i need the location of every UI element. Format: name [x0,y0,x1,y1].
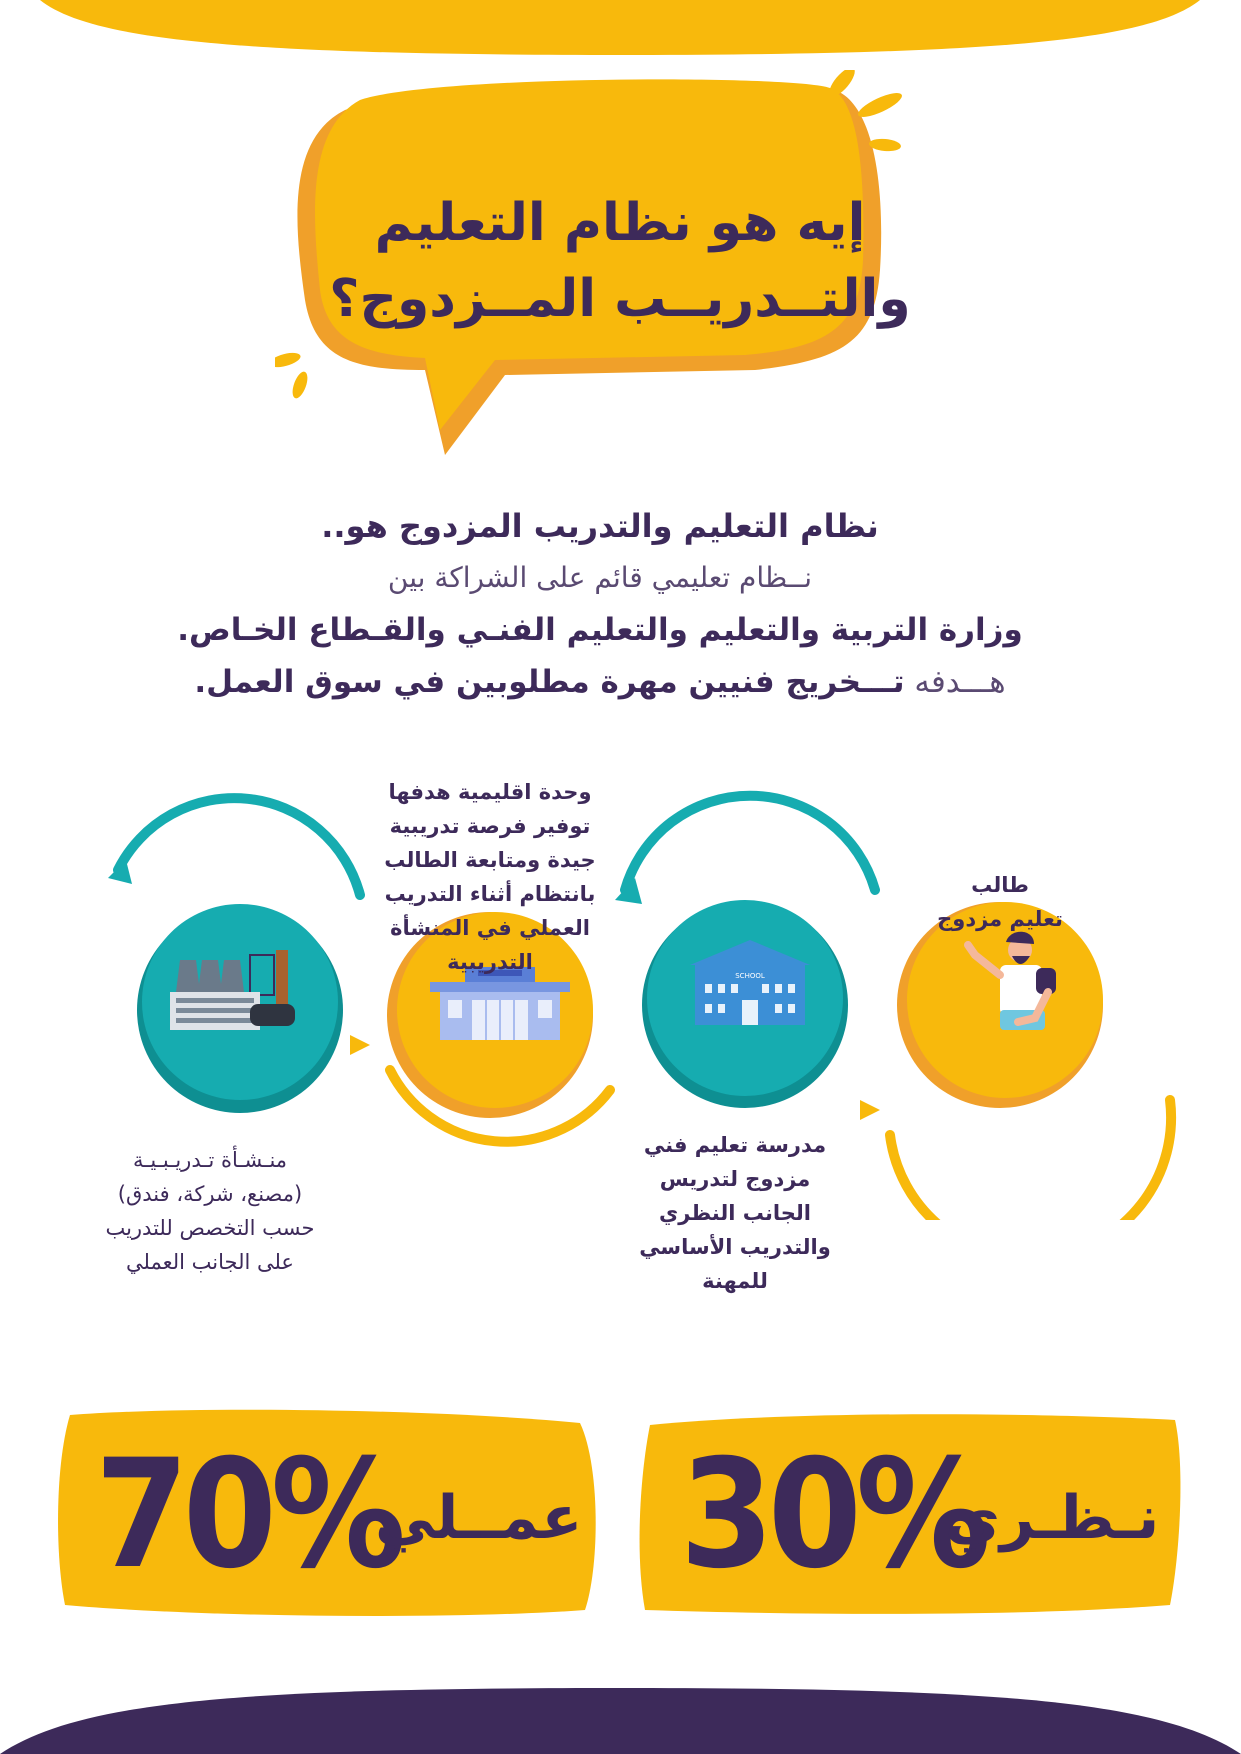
facility-label [60,1143,360,1279]
intro-line-3: وزارة التربية والتعليم والتعليم الفنـي والقـطاع الخـاص. [177,612,1023,648]
student-label-line: تعليم مزدوج [937,907,1063,931]
facility-label-line: على الجانب العملي [126,1250,294,1274]
intro-text [120,500,1080,708]
student-circle [860,902,1171,1220]
goal-text: تـــخريج فنيين مهرة مطلوبين في سوق العمل. [194,664,905,700]
school-label-line: مزدوج لتدريس [659,1167,811,1191]
bottom-purple-band [0,1680,1241,1754]
student-label [900,868,1100,936]
school-label-line: الجانب النظري [659,1201,811,1225]
top-yellow-band [0,0,1241,60]
practical-label: عمــلي [375,1483,583,1553]
title-line-1: إيه هو نظام التعليم [374,193,866,253]
page-title [320,185,920,337]
title-line-2: والتــدريــب المــزدوج؟ [329,269,911,329]
unit-label-line: وحدة اقليمية هدفها [388,780,592,804]
intro-heading: نظام التعليم والتدريب المزدوج هو.. [321,507,879,545]
practical-percent: 70% [95,1428,400,1602]
theory-percent: 30% [680,1428,985,1602]
unit-label-line: توفير فرصة تدريبية [389,814,591,838]
facility-label-line: (مصنع، شركة، فندق) [117,1182,303,1206]
facility-label-line: حسب التخصص للتدريب [105,1216,315,1240]
unit-label [355,775,625,979]
facility-label-line: منـشـأة تـدريـبـيـة [132,1148,288,1172]
facility-circle [108,798,360,1113]
unit-label-line: بانتظام أثناء التدريب [384,882,596,906]
factory-icon [170,950,295,1030]
school-label-line: مدرسة تعليم فني [643,1133,827,1157]
intro-line-4 [120,656,1080,708]
goal-label: هـــدفه [914,664,1006,700]
student-label-line: طالب [971,873,1029,897]
unit-label-line: جيدة ومتابعة الطالب [384,848,596,872]
unit-label-line: التدريبية [447,950,533,974]
school-circle [615,796,875,1108]
theory-label: نـظـري [945,1483,1160,1553]
school-label [615,1128,855,1298]
school-label-line: للمهنة [702,1269,768,1293]
school-sign: SCHOOL [735,972,765,980]
school-label-line: والتدريب الأساسي [639,1235,831,1259]
intro-line-2: نــظام تعليمي قائم على الشراكة بين [387,561,813,594]
unit-label-line: العملي في المنشأة [390,916,590,940]
